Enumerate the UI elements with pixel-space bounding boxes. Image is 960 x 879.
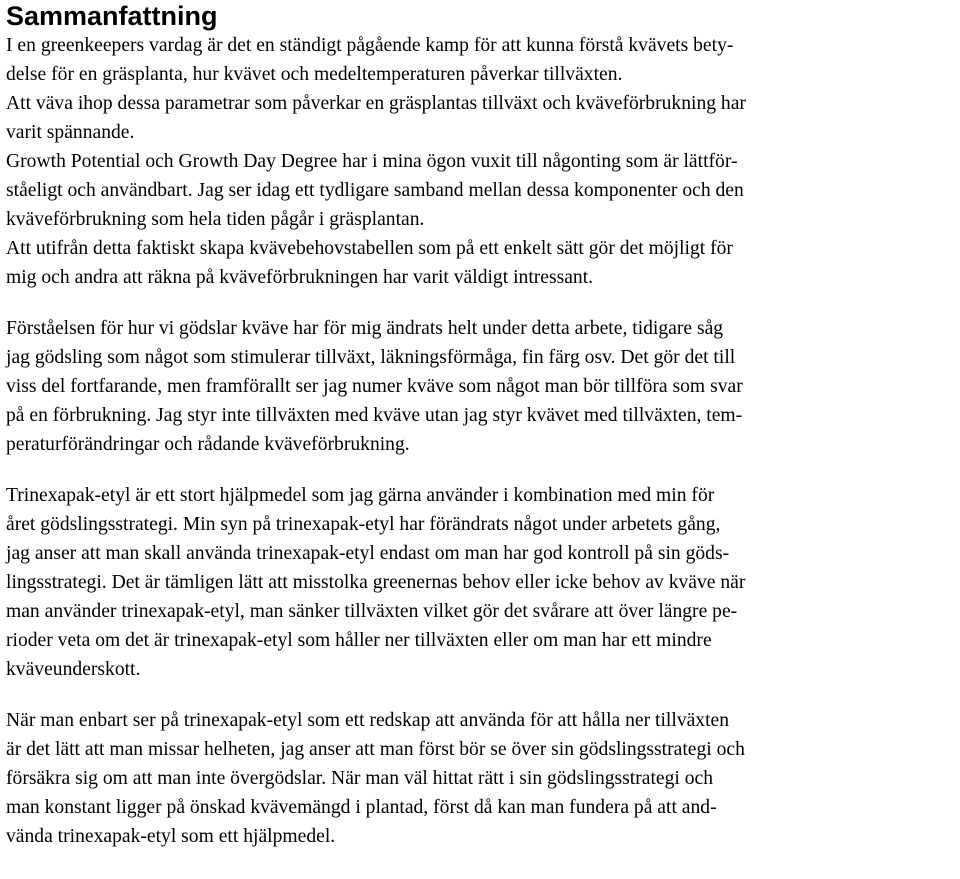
text-line: Att utifrån detta faktiskt skapa kvävebehovstabellen som på ett enkelt sätt gör det möjligt för bbox=[6, 238, 733, 259]
text-line: Growth Potential och Growth Day Degree har i mina ögon vuxit till någonting som är lättför- bbox=[6, 151, 738, 172]
paragraph-2 bbox=[6, 314, 956, 459]
text-line: I en greenkeepers vardag är det en ständigt pågående kamp för att kunna förstå kvävets bety- bbox=[6, 35, 734, 56]
text-line: försäkra sig om att man inte övergödslar. När man väl hittat rätt i sin gödslingsstrategi och bbox=[6, 768, 714, 789]
paragraph-gap bbox=[6, 292, 956, 314]
text-line: på en förbrukning. Jag styr inte tillväxten med kväve utan jag styr kvävet med tillväxten, tem- bbox=[6, 405, 743, 426]
paragraph-1 bbox=[6, 31, 956, 292]
text-line: varit spännande. bbox=[6, 122, 135, 143]
text-line: viss del fortfarande, men framförallt ser jag numer kväve som något man bör tillföra som svar bbox=[6, 376, 743, 397]
text-line: ståeligt och användbart. Jag ser idag ett tydligare samband mellan dessa komponenter och den bbox=[6, 180, 744, 201]
text-line: kväveunderskott. bbox=[6, 659, 141, 680]
paragraph-3 bbox=[6, 481, 956, 684]
text-line: mig och andra att räkna på kväveförbrukningen har varit väldigt intressant. bbox=[6, 267, 594, 288]
text-line: När man enbart ser på trinexapak-etyl som ett redskap att använda för att hålla ner tillväxten bbox=[6, 710, 730, 731]
text-line: är det lätt att man missar helheten, jag anser att man först bör se över sin gödslingsstrategi och bbox=[6, 739, 745, 760]
text-line: Trinexapak-etyl är ett stort hjälpmedel som jag gärna använder i kombination med min för bbox=[6, 485, 715, 506]
text-line: lingsstrategi. Det är tämligen lätt att misstolka greenernas behov eller icke behov av kväve när bbox=[6, 572, 746, 593]
paragraph-gap bbox=[6, 684, 956, 706]
text-line: delse för en gräsplanta, hur kvävet och medeltemperaturen påverkar tillväxten. bbox=[6, 64, 623, 85]
text-line: året gödslingsstrategi. Min syn på trinexapak-etyl har förändrats något under arbetets gång, bbox=[6, 514, 721, 535]
text-line: jag anser att man skall använda trinexapak-etyl endast om man har god kontroll på sin göds- bbox=[6, 543, 730, 564]
section-heading: Sammanfattning bbox=[6, 1, 218, 31]
document-page bbox=[6, 0, 956, 851]
text-line: Att väva ihop dessa parametrar som påverkar en gräsplantas tillväxt och kväveförbrukning har bbox=[6, 93, 746, 114]
text-line: peraturförändringar och rådande kväveförbrukning. bbox=[6, 434, 410, 455]
text-line: man konstant ligger på önskad kvävemängd i plantad, först då kan man fundera på att and- bbox=[6, 797, 717, 818]
text-line: man använder trinexapak-etyl, man sänker tillväxten vilket gör det svårare att över längre pe- bbox=[6, 601, 738, 622]
paragraph-4 bbox=[6, 706, 956, 851]
text-line: vända trinexapak-etyl som ett hjälpmedel. bbox=[6, 826, 336, 847]
paragraph-gap bbox=[6, 459, 956, 481]
text-line: jag gödsling som något som stimulerar tillväxt, läkningsförmåga, fin färg osv. Det gör det till bbox=[6, 347, 736, 368]
text-line: Förståelsen för hur vi gödslar kväve har för mig ändrats helt under detta arbete, tidigare såg bbox=[6, 318, 724, 339]
text-line: rioder veta om det är trinexapak-etyl som håller ner tillväxten eller om man har ett mindre bbox=[6, 630, 712, 651]
text-line: kväveförbrukning som hela tiden pågår i gräsplantan. bbox=[6, 209, 425, 230]
